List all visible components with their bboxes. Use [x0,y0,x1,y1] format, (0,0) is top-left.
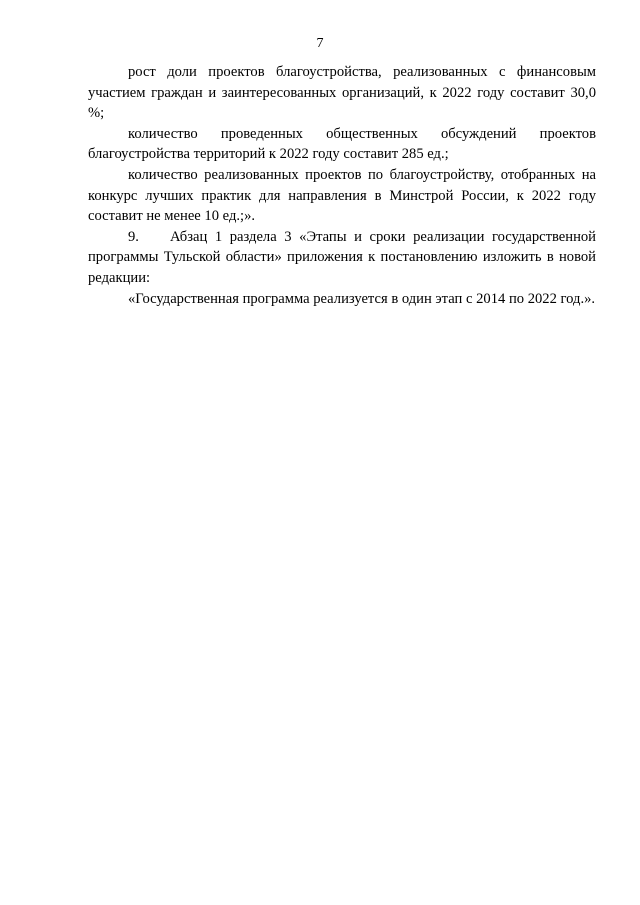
paragraph-item-9 [88,227,596,289]
document-body [88,62,596,309]
paragraph-best-practices: количество реализованных проектов по благоустройству, отобранных на конкурс лучших практик для направления в Минстрой России, к 2022 году составит не менее 10 ед.;». [88,166,596,225]
paragraph-project-share: рост доли проектов благоустройства, реализованных с финансовым участием граждан и заинтересованных организаций, к 2022 году составит 30,0 %; [88,64,596,122]
page-number: 7 [316,36,324,51]
item-9-text: Абзац 1 раздела 3 «Этапы и сроки реализации государственной программы Тульской области» приложения к постановлению изложить в новой редакции: [88,228,596,286]
paragraph-public-discussions: количество проведенных общественных обсуждений проектов благоустройства территорий к 2022 году составит 285 ед.; [88,125,596,163]
paragraph-quote: «Государственная программа реализуется в один этап с 2014 по 2022 год.». [128,290,596,307]
item-9-number: 9. [128,228,139,245]
